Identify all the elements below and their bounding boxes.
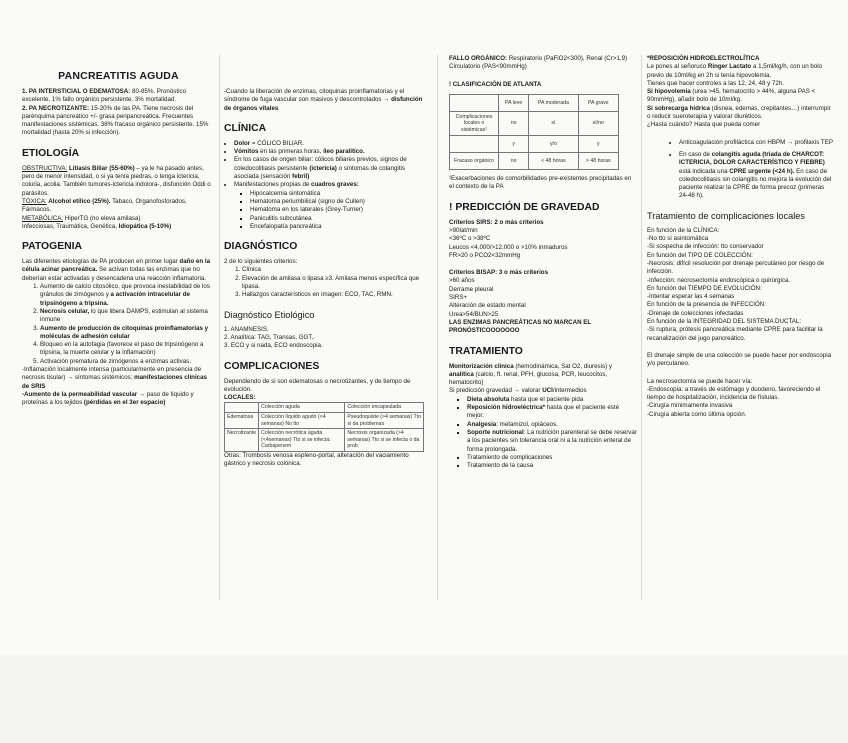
table-cell: no	[499, 111, 529, 135]
table-cell: Necrosis organizada (>4 semanas) Tto si se infecta o da prob	[345, 429, 424, 452]
list-item: -Infección: necrosectomía endoscópica o quirúrgica.	[647, 276, 791, 284]
list-item: 1. Aumento de calcio citosólico, que provoca inestabilidad de los gránulos de zimógenos y a activación intracelular de tripsinógeno a tripsina.	[40, 283, 215, 308]
reposicion-paragraph-2: Tienes que hacer controles a las 12, 24, 48 y 72h.	[647, 79, 785, 87]
etiologia-otras: Infecciosas, Traumática, Genética, Idiopática (5-10%)	[22, 222, 172, 230]
table-row	[450, 136, 619, 153]
patogenia-intro: Las diferentes etiologías de PA producen en primer lugar daño en la célula acinar pancreática. Se activan todas las enzimas que no deberían estar activadas y desencadena una reacción inflamatoria.	[22, 258, 211, 282]
list-item: 4. Bloqueo en la autofagia (favorece el paso de tripsinógeno a tripsina, la muerte celular y la inflamación)	[40, 341, 215, 358]
hasta-cuando-paragraph: ¿Hasta cuándo? Hasta que pueda comer	[647, 121, 761, 129]
list-item: ▪ Hematoma periumbilical (signo de Cullen)	[250, 198, 424, 206]
list-item: ▪ Analgesia: metamizol, opiáceos.	[467, 421, 637, 429]
column-2	[224, 88, 424, 743]
patogenia-list	[22, 283, 215, 366]
list-item: ▪ Hipocalcemia sintomática	[250, 190, 424, 198]
table-cell: > 48 horas	[578, 153, 619, 170]
table-cell	[450, 136, 499, 153]
fallo-organico-paragraph: FALLO ORGÁNICO: Respiratorio (PaFiO2<300), Renal (Cr>1,9) Circulatorio (PAS<90mmHg)	[449, 55, 628, 71]
table-cell: Necrotizante	[225, 429, 259, 452]
list-item: • Anticoagulación profiláctica con HBPM → profilaxis TEP	[679, 139, 833, 147]
pa-necrotizante-paragraph: 2. PA NECROTIZANTE: 15-20% de las PA. Tiene necrosis del parénquima pancreático +/- grasa peripancreática. Frecuentes manifestaciones sistémicas. 38% fracaso orgánico persistente. 15% mortalidad (hasta 20% si infección).	[22, 104, 209, 137]
permeabilidad-paragraph: -Aumento de la permeabilidad vascular → paso de líquido y proteínas a los tejidos (pérdidas en el 3er espacio)	[22, 390, 194, 407]
etiologia-heading: ETIOLOGÍA	[22, 147, 80, 159]
list-item: SIRS+	[449, 294, 468, 302]
list-item: Alteración de estado mental	[449, 302, 526, 310]
clinica-list	[224, 140, 424, 231]
table-cell: y	[578, 136, 619, 153]
reposicion-paragraph-1: Le pones al señoruco Ringer Lactato a 1,5ml/kg/h, con un bolo previo de 10ml/kg en 2h si tenía hipovolemia.	[647, 63, 823, 79]
table-row	[450, 111, 619, 135]
list-item: Derrame pleural	[449, 285, 494, 293]
table-cell: PA leve	[499, 94, 529, 111]
table-row	[225, 429, 424, 452]
list-item: -Necrosis: difícil resolución por drenaje percutáneo por riesgo de infección.	[647, 259, 825, 276]
list-item: -Drenaje de colecciones infectadas	[647, 309, 744, 317]
locales-label: LOCALES:	[224, 394, 256, 402]
diagnostico-heading: DIAGNÓSTICO	[224, 241, 298, 253]
list-item: Urea>54/BUN>25	[449, 310, 499, 318]
list-item: ▪ Paniculitis subcutánea	[250, 215, 424, 223]
si-grave-paragraph: Si predicción gravedad → valorar UCI/intermedios	[449, 387, 587, 395]
enzimas-note: LAS ENZIMAS PANCREÁTICAS NO MARCAN EL PRONÓSTICOOOOOOO	[449, 318, 592, 335]
complicaciones-intro: Dependiendo de si son edematosas o necrotizantes, y de tiempo de evolución.	[224, 377, 411, 393]
column-4	[647, 55, 833, 710]
sirs-heading: Criterios SIRS: 2 o más criterios	[449, 218, 544, 226]
list-item: 5. Activación prematura de zimógenos a enzimas activas.	[40, 358, 215, 366]
list-item: -Intentar esperar las 4 semanas	[647, 293, 735, 301]
table-row	[450, 153, 619, 170]
table-cell: Colección encapsulada	[345, 403, 424, 413]
table-cell: y/o	[529, 136, 578, 153]
list-item: En función de la presencia de INFECCIÓN:	[647, 301, 766, 309]
table-cell: PA grave	[578, 94, 619, 111]
table-cell: < 48 horas	[529, 153, 578, 170]
table-cell: sí	[529, 111, 578, 135]
tratamiento-heading: TRATAMIENTO	[449, 345, 523, 357]
diagnostico-etiologico-heading: Diagnóstico Etiológico	[224, 309, 315, 320]
column-divider	[437, 55, 438, 600]
table-cell: Fracaso orgánico	[450, 153, 499, 170]
reposicion-heading: *REPOSICIÓN HIDROELECTROLÍTICA	[647, 55, 760, 62]
reposicion-paragraph-4: Si sobrecarga hídrica (disnea, edemas, crepitantes…) interrumpir o reducir sueroterapia y valorar diuréticos.	[647, 104, 831, 121]
list-item: -Cirugía abierta como última opción.	[647, 410, 747, 418]
pa-intersticial-paragraph: 1. PA INTERSTICIAL O EDEMATOSA: 80-85%. Pronóstico excelente. 1% fallo orgánico persistente. 3% mortalidad.	[22, 88, 187, 104]
table-row	[225, 413, 424, 429]
table-cell	[225, 403, 259, 413]
table-row	[225, 403, 424, 413]
list-item: • Vómitos en las primeras horas, íleo paralítico.	[234, 148, 424, 156]
prediccion-gravedad-heading: ! PREDICCIÓN DE GRAVEDAD	[449, 201, 600, 213]
table-cell: Colección aguda	[259, 403, 345, 413]
liberacion-paragraph: -Cuando la liberación de enzimas, citoquinas proinflamatorias y el síndrome de fuga vascular son masivos y descontrolados → disfunción de órganos vitales	[224, 88, 423, 112]
table-row	[450, 94, 619, 111]
table-cell	[450, 94, 499, 111]
atlanta-table	[449, 94, 619, 170]
list-item: -Endoscopia: a través de estómago y duodeno, favoreciendo el tiempo de hospitalización, incidencia de fístulas.	[647, 385, 821, 402]
column-divider	[219, 55, 220, 600]
list-item: ▪ Dieta absoluta hasta que el paciente pida	[467, 396, 637, 404]
document-title: PANCREATITIS AGUDA	[58, 70, 179, 82]
list-item: 3. Hallazgos característicos en imagen: ECO, TAC, RMN.	[242, 291, 424, 299]
list-item: • Dolor = CÓLICO BILIAR.	[234, 140, 424, 148]
list-item: ▪ Reposición hidroeléctrica* hasta que el paciente esté mejor.	[467, 404, 637, 421]
locales-table	[224, 402, 424, 452]
patogenia-heading: PATOGENIA	[22, 241, 83, 253]
complicaciones-heading: COMPLICACIONES	[224, 360, 320, 372]
list-item: ▪ Hematoma en los laterales (Grey-Turner)	[250, 206, 424, 214]
etiologia-metabolica: METABÓLICA: HiperTG (no eleva amilasa)	[22, 214, 141, 222]
list-item: En función del TIEMPO DE EVOLUCIÓN:	[647, 284, 762, 292]
table-cell: y	[499, 136, 529, 153]
list-item: En función de la INTEGRIDAD DEL SISTEMA DUCTAL:	[647, 318, 802, 326]
table-cell: no	[499, 153, 529, 170]
list-item: -No tto si asintomática	[647, 235, 709, 243]
inflamacion-paragraph: -Inflamación localmente intensa (particularmente en presencia de necrosis tisular) → síntomas sistémicos: manifestaciones clínicas de SRIS	[22, 366, 208, 390]
list-item: -Cirugía mínimamente invasiva	[647, 402, 733, 410]
clinica-heading: CLÍNICA	[224, 122, 267, 134]
list-item: En función del TIPO DE COLECCIÓN:	[647, 251, 753, 259]
monitorizacion-paragraph: Monitorización clínica (hemodinámica, Sat O2, diuresis) y analítica (calcio, ft. renal, PFH, glucosa, PCR, leucocitos, hematocrito)	[449, 362, 612, 387]
list-item: ▪ Tratamiento de complicaciones	[467, 454, 637, 462]
list-item: 1. Clínica	[242, 266, 424, 274]
list-item: • En caso de colangitis aguda (triada de CHARCOT: ICTERICIA, DOLOR CARACTERÍSTICO Y FIEBRE) está indicada una CPRE urgente (<24 h). En caso de coledocolitiasis sin colangitis no mejora la evolución del paciente realizar la CPRE de forma precoz (primeras 24-48 h).	[679, 151, 833, 201]
list-item: ▪ Soporte nutricional: La nutrición parenteral se debe reservar a los pacientes sin tolerancia oral ni a la nutrición enteral de forma prolongada.	[467, 429, 637, 454]
list-item: >90lat/min	[449, 227, 478, 234]
list-item: • En los casos de origen biliar: cólicos biliares previos, signos de coledocolitiasis persistente (ictericia) o síntomas de colangitis asociada (sensación febril)	[234, 156, 424, 181]
list-item: 2. Necrosis celular, lo que libera DAMPS, estimulan al sistema inmune	[40, 308, 215, 325]
list-item: 3. Aumento de producción de citoquinas proinflamatorias y moléculas de adhesión celular	[40, 325, 215, 342]
drenaje-paragraph: El drenaje simple de una colección se puede hacer por endoscopia y/o percutaneo.	[647, 351, 832, 368]
graves-list	[234, 190, 424, 231]
column-3	[449, 55, 637, 710]
list-item: En función de la CLÍNICA:	[647, 226, 720, 234]
list-item: -Si ruptura, prótesis pancreática mediante CPRE para facilitar la recanalización del jugo pancreático.	[647, 326, 823, 342]
list-item: • Manifestaciones propias de cuadros graves: ▪ Hipocalcemia sintomática ▪ Hematoma periumbilical (signo de Cullen) ▪ Hematoma en los laterales (Grey-Turner) ▪ Paniculitis subcutánea ▪ Encefalopatía pancreática	[234, 181, 424, 231]
list-item: FR>20 o PCO2<32mmHg	[449, 251, 521, 259]
list-item: 3. ECO y si nada, ECO endoscopia.	[224, 342, 323, 350]
table-cell: Colección líquido agudo (<4 semanas) No tto	[259, 413, 345, 429]
diagnostico-intro: 2 de lo siguientes criterios:	[224, 258, 298, 266]
necrosectomia-intro: La necrosectomía se puede hacer vía:	[647, 377, 753, 385]
list-item: -Si sospecha de infección: tto conservador	[647, 243, 764, 251]
column-1	[22, 70, 215, 725]
list-item: >60 años	[449, 277, 475, 285]
table-cell: Edematosa	[225, 413, 259, 429]
table-cell: Colección necrótica aguda (<4semanas) Tto si se infecta: Carbapenem	[259, 429, 345, 452]
tratamiento-complicaciones-heading: Tratamiento de complicaciones locales	[647, 210, 805, 221]
otras-complicaciones: Otras: Trombosis venosa espleno-portal, alteración del vaciamiento gástrico y necrosis colónica.	[224, 451, 409, 468]
tratamiento-list	[449, 396, 637, 471]
etiologia-toxica: TÓXICA: Alcohol etílico (25%). Tabaco, Organofosforados, Fármacos.	[22, 197, 187, 214]
reposicion-list	[647, 139, 833, 201]
list-item: 2. Analítica: TAG, Transas, GGT..	[224, 333, 315, 341]
bisap-heading: Criterios BISAP: 3 o más criterios	[449, 269, 549, 277]
list-item: <36ºC o >38ºC	[449, 235, 491, 243]
column-divider	[641, 55, 642, 600]
diagnostico-list	[224, 266, 424, 299]
list-item: 1. ANAMNESIS.	[224, 325, 269, 333]
table-cell: PA moderada	[529, 94, 578, 111]
list-item: 2. Elevación de amilasa o lipasa ≥3. Amilasa menos específica que lipasa.	[242, 275, 424, 292]
table-cell: Pseudoquiste (>4 semanas) Tto si da problemas	[345, 413, 424, 429]
etiologia-obstructiva: OBSTRUCTIVA: Litiasis Biliar (55-60%) – ya le ha pasado antes, pero de menor intensidad, o si ya tenía piedras, o tenga ictericia, coluria, acolia. También tumores-ictericia indolora-, disfunción Oddi o parásitos.	[22, 164, 211, 197]
atlanta-footnote: ¹Exacerbaciones de comorbilidades pre-existentes precipitadas en el contexto de la PA	[449, 175, 632, 191]
list-item: ▪ Tratamiento de la causa	[467, 462, 637, 470]
list-item: ▪ Encefalopatía pancreática	[250, 223, 424, 231]
atlanta-heading: ! CLASIFICACIÓN DE ATLANTA	[449, 80, 542, 88]
table-cell: Complicaciones locales o sistémicas¹	[450, 111, 499, 135]
table-cell: sí/no	[578, 111, 619, 135]
list-item: Leucos <4.000/>12.000 o >10% inmaduros	[449, 243, 568, 251]
reposicion-paragraph-3: Si hipovolemia (urea >45, hematocrito > 44%, alguna PAS < 90mmHg), añadir bolo de 10ml/kg.	[647, 88, 816, 104]
